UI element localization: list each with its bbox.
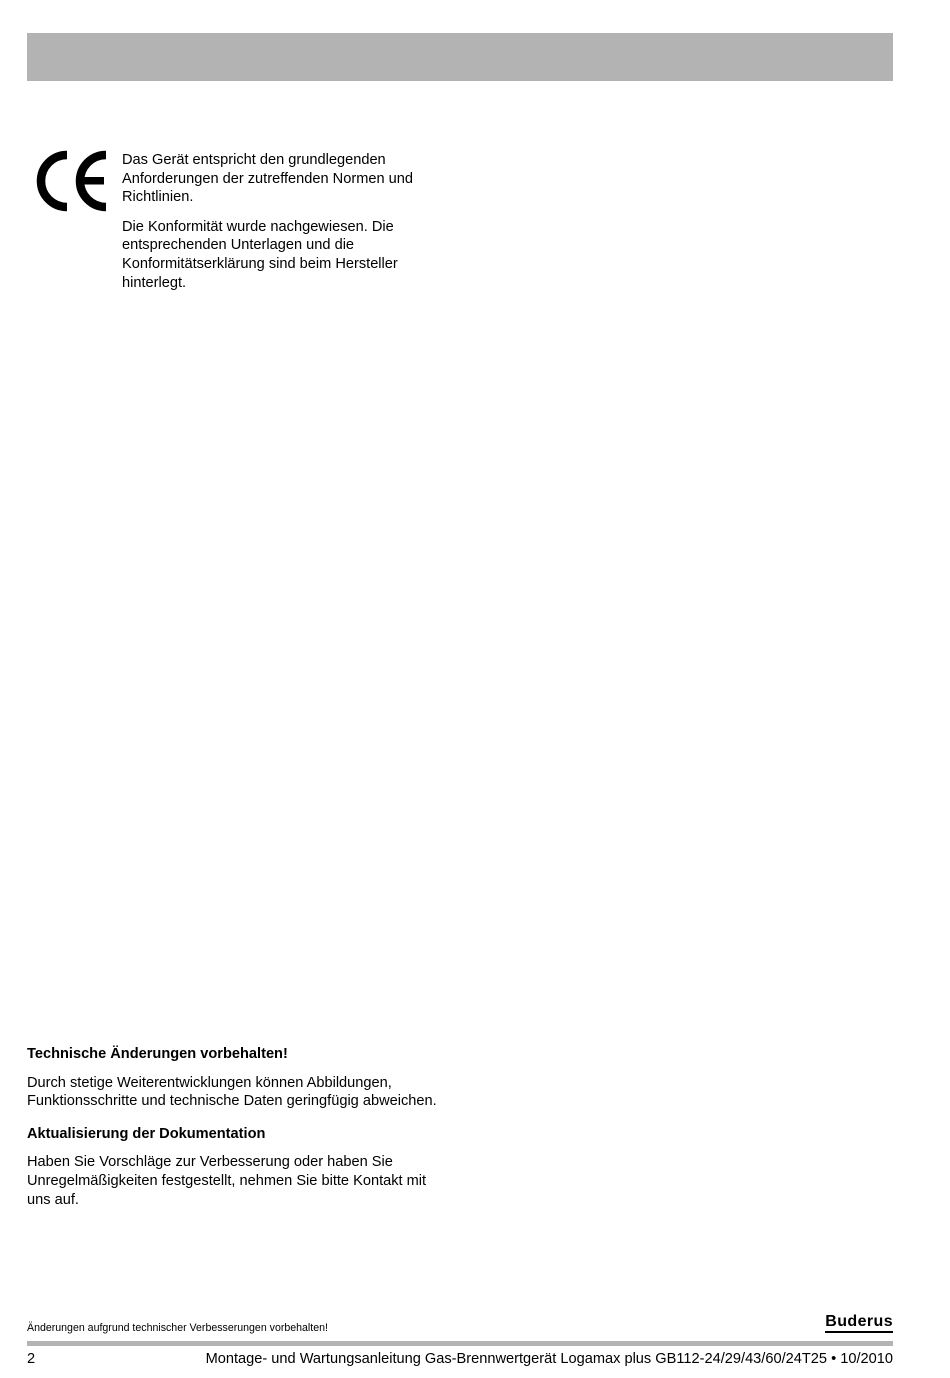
page-number: 2: [27, 1351, 36, 1367]
document-title: Montage- und Wartungsanleitung Gas-Brennwertgerät Logamax plus GB112-24/29/43/60/24T25 • 10/2010: [205, 1351, 893, 1367]
buderus-logo: Buderus: [825, 1313, 893, 1333]
ce-paragraph-1: Das Gerät entspricht den grundlegenden Anforderungen der zutreffenden Normen und Richtlinien.: [122, 152, 413, 206]
footer-rule: [27, 1341, 893, 1346]
technical-changes-body: Durch stetige Weiterentwicklungen können Abbildungen, Funktionsschritte und technische Daten geringfügig abweichen.: [27, 1074, 437, 1110]
ce-declaration: [122, 151, 442, 303]
documentation-update-heading: Aktualisierung der Dokumentation: [27, 1125, 266, 1142]
documentation-update-body: Haben Sie Vorschläge zur Verbesserung oder haben Sie Unregelmäßigkeiten festgestellt, nehmen Sie bitte Kontakt mit uns auf.: [27, 1154, 427, 1208]
ce-paragraph-2: Die Konformität wurde nachgewiesen. Die entsprechenden Unterlagen und die Konformitätserklärung sind beim Hersteller hinterlegt.: [122, 218, 398, 291]
notes-section: [27, 1045, 447, 1223]
footer-disclaimer: Änderungen aufgrund technischer Verbesserungen vorbehalten!: [27, 1322, 328, 1334]
header-bar: [27, 33, 893, 81]
ce-mark-icon: [34, 150, 108, 212]
technical-changes-heading: Technische Änderungen vorbehalten!: [27, 1046, 288, 1062]
